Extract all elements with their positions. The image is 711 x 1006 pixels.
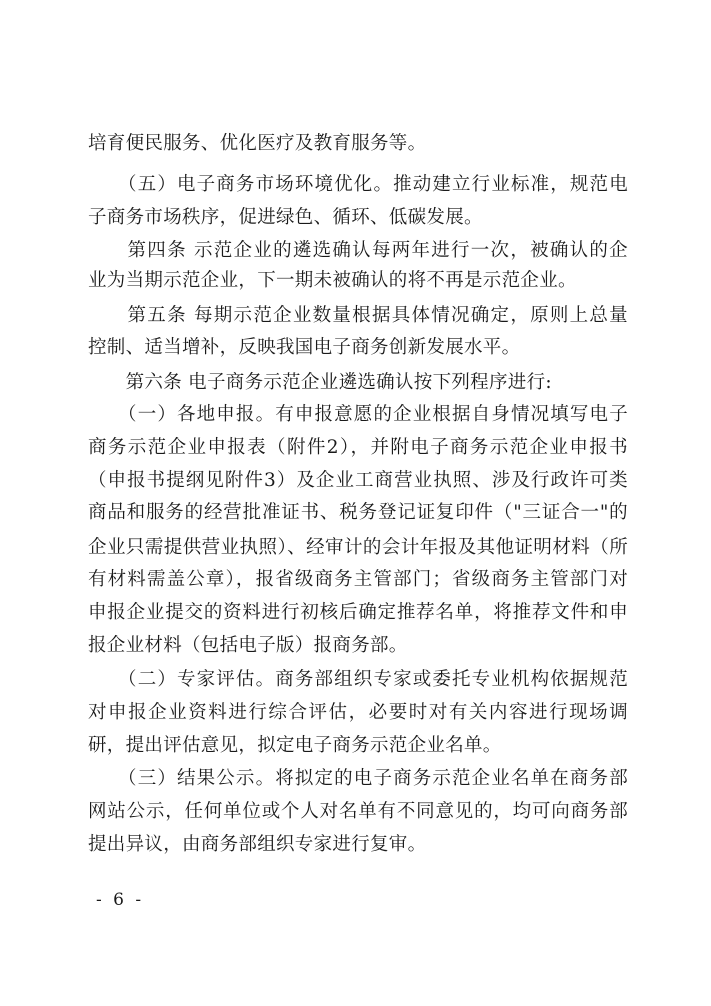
paragraph-line: （一）各地申报。有申报意愿的企业根据自身情况填写电子	[88, 404, 628, 425]
paragraph-line: 培育便民服务、优化医疗及教育服务等。	[88, 133, 427, 154]
paragraph-line: 对申报企业资料进行综合评估，必要时对有关内容进行现场调	[88, 702, 628, 723]
paragraph-line: 报企业材料（包括电子版）报商务部。	[88, 635, 408, 656]
paragraph-line: 研，提出评估意见，拟定电子商务示范企业名单。	[88, 735, 502, 756]
paragraph-line: 第四条 示范企业的遴选确认每两年进行一次，被确认的企	[88, 240, 628, 261]
paragraph-line: （三）结果公示。将拟定的电子商务示范企业名单在商务部	[88, 768, 628, 789]
paragraph-line: 企业只需提供营业执照）、经审计的会计年报及其他证明材料（所	[88, 537, 628, 558]
paragraph-line: 商品和服务的经营批准证书、税务登记证复印件（"三证合一"的	[88, 502, 628, 523]
paragraph-line: 控制、适当增补，反映我国电子商务创新发展水平。	[88, 337, 521, 358]
paragraph-line: 第五条 每期示范企业数量根据具体情况确定，原则上总量	[88, 305, 628, 326]
paragraph-line: 业为当期示范企业，下一期未被确认的将不再是示范企业。	[88, 270, 577, 291]
paragraph-line: （申报书提纲见附件3）及企业工商营业执照、涉及行政许可类	[88, 470, 628, 491]
paragraph-line: 第六条 电子商务示范企业遴选确认按下列程序进行:	[88, 372, 552, 393]
page-number: - 6 -	[96, 890, 145, 910]
paragraph-line: 申报企业提交的资料进行初核后确定推荐名单，将推荐文件和申	[88, 602, 628, 623]
paragraph-line: （五）电子商务市场环境优化。推动建立行业标准，规范电	[88, 174, 628, 195]
paragraph-line: （二）专家评估。商务部组织专家或委托专业机构依据规范	[88, 669, 628, 690]
paragraph-line: 有材料需盖公章），报省级商务主管部门；省级商务主管部门对	[88, 569, 628, 590]
paragraph-line: 商务示范企业申报表（附件2），并附电子商务示范企业申报书	[88, 437, 628, 458]
paragraph-line: 网站公示，任何单位或个人对名单有不同意见的，均可向商务部	[88, 801, 628, 822]
paragraph-line: 提出异议，由商务部组织专家进行复审。	[88, 834, 427, 855]
paragraph-line: 子商务市场秩序，促进绿色、循环、低碳发展。	[88, 207, 483, 228]
